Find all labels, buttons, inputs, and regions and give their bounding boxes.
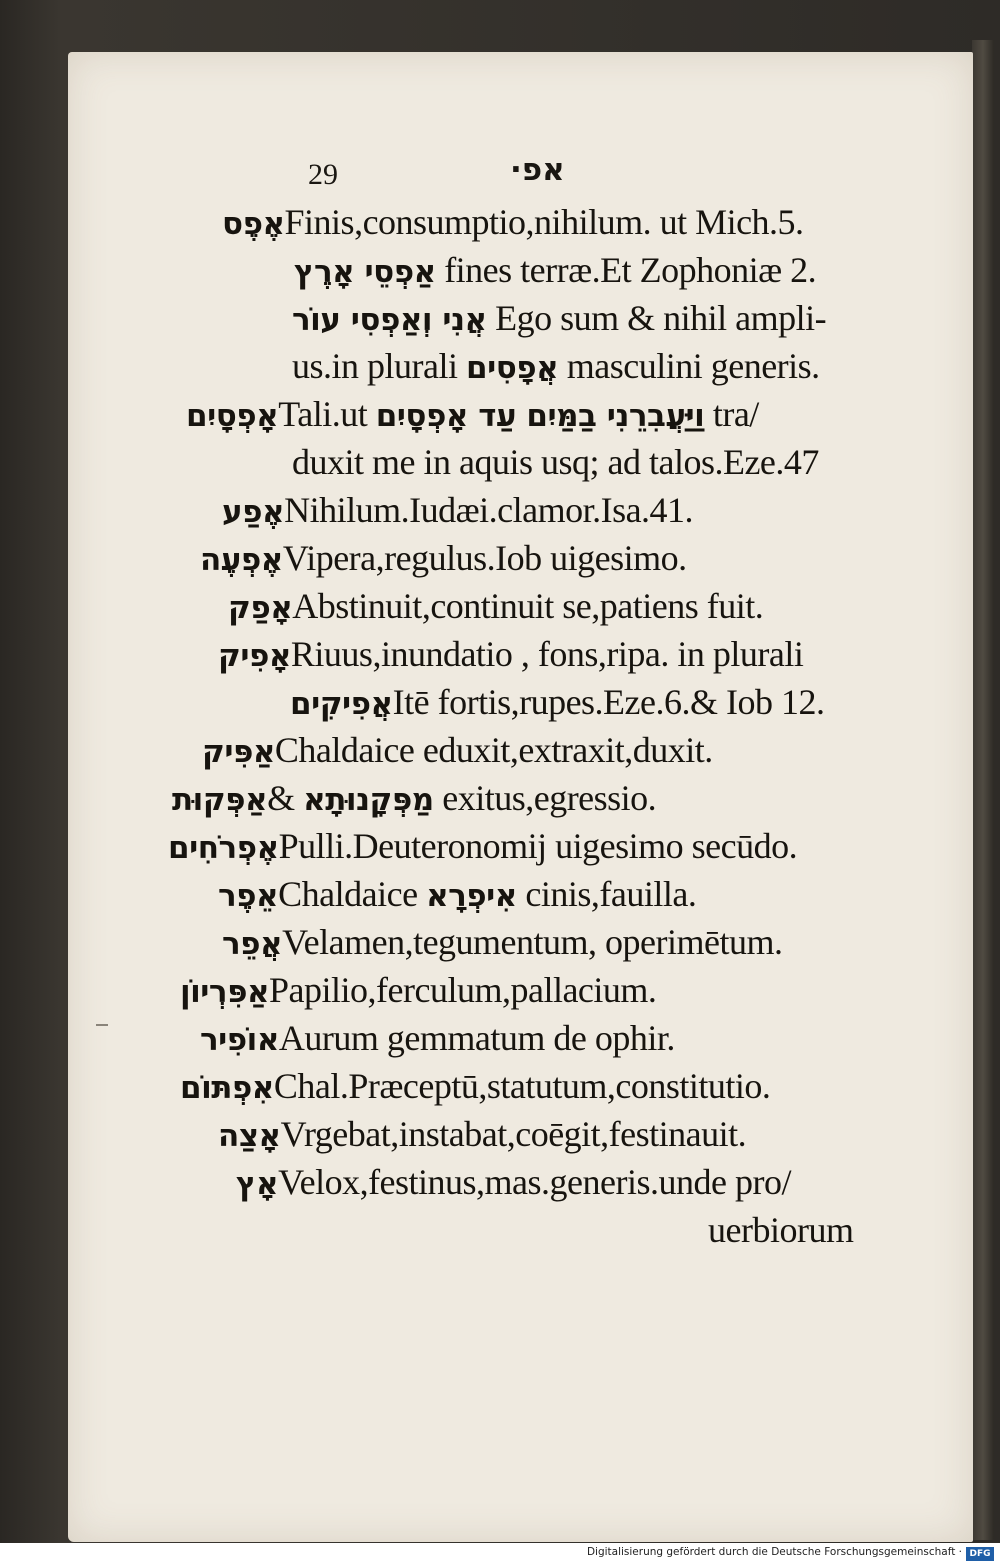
- latin-gloss: Tali.ut: [278, 394, 368, 434]
- hebrew-headword: אָפִיק: [218, 638, 291, 674]
- hebrew-headword: אוֹפִיר: [200, 1022, 279, 1058]
- latin-gloss: Abstinuit,continuit se,patiens fuit.: [292, 586, 764, 626]
- latin-gloss: Chaldaice: [278, 874, 418, 914]
- latin-gloss: duxit me in aquis usq; ad talos.Eze.47: [292, 442, 819, 482]
- latin-gloss-cont: masculini generis.: [566, 346, 820, 386]
- hebrew-word: אֲפָסִים: [465, 350, 559, 386]
- latin-gloss: Papilio,ferculum,pallacium.: [269, 970, 657, 1010]
- latin-gloss: Ego sum & nihil ampli-: [495, 298, 827, 338]
- entry-line-21: [236, 1158, 791, 1206]
- entry-line-7: [222, 486, 693, 534]
- latin-gloss-cont: cinis,fauilla.: [525, 874, 697, 914]
- latin-gloss: Chal.Præceptū,statutum,constitutio.: [273, 1066, 771, 1106]
- hebrew-headword: אַפְּקוּת: [172, 782, 268, 818]
- hebrew-headword: אֶפְרֹחִים: [168, 830, 279, 866]
- entry-line-15: [218, 870, 696, 918]
- hebrew-headword: אָפַק: [228, 590, 293, 626]
- dfg-logo: DFG: [966, 1547, 994, 1561]
- latin-gloss: Nihilum.Iudæi.clamor.Isa.41.: [284, 490, 694, 530]
- hebrew-headword: אָצַה: [218, 1118, 281, 1154]
- entry-line-1: [222, 198, 804, 246]
- latin-gloss: Riuus,inundatio , fons,ripa. in plurali: [290, 634, 804, 674]
- entry-line-13: [172, 774, 656, 822]
- hebrew-headword: אָפְסָיִם: [186, 398, 279, 434]
- latin-gloss: Vipera,regulus.Iob uigesimo.: [282, 538, 687, 578]
- latin-gloss: Velox,festinus,mas.generis.unde pro/: [278, 1162, 791, 1202]
- entry-line-4: [292, 342, 820, 390]
- latin-gloss: Finis,consumptio,nihilum. ut Mich.5.: [284, 202, 804, 242]
- latin-gloss: us.in plurali: [292, 346, 458, 386]
- latin-gloss: Vrgebat,instabat,coēgit,festinauit.: [280, 1114, 747, 1154]
- digitization-footer: [0, 1543, 1000, 1565]
- hebrew-headword: אַפִּרְיוֹן: [180, 974, 270, 1010]
- entry-line-12: [202, 726, 713, 774]
- latin-gloss-cont: exitus,egressio.: [442, 778, 657, 818]
- latin-gloss-cont: tra/: [712, 394, 759, 434]
- folio-number: 29: [308, 158, 338, 191]
- entry-line-19: [180, 1062, 770, 1110]
- hebrew-word: מַפְּקָנוּתָא: [303, 782, 434, 818]
- hebrew-phrase: אַפְסֵי אָרֶץ: [294, 254, 436, 290]
- entry-line-11: [290, 678, 825, 726]
- hebrew-headword: אֶפְעֶה: [200, 542, 283, 578]
- hebrew-phrase: אֲנִי וְאַפְסִי עוֹר: [292, 302, 487, 338]
- hebrew-headword: אֲפֵר: [222, 926, 283, 962]
- entry-line-16: [222, 918, 783, 966]
- latin-gloss: Itē fortis,rupes.Eze.6.& Iob 12.: [392, 682, 825, 722]
- entry-line-14: [168, 822, 797, 870]
- entry-line-3: [292, 294, 826, 342]
- margin-mark: [96, 1024, 108, 1026]
- latin-gloss: Aurum gemmatum de ophir.: [278, 1018, 675, 1058]
- hebrew-headword: אִפְתּוֹם: [180, 1070, 274, 1106]
- latin-gloss: Pulli.Deuteronomij uigesimo secūdo.: [278, 826, 798, 866]
- hebrew-headword: אֵפֶר: [218, 878, 279, 914]
- entry-line-20: [218, 1110, 746, 1158]
- hebrew-headword: אַפִּיק: [202, 734, 275, 770]
- hebrew-word: אִיפְרָא: [426, 878, 517, 914]
- hebrew-headword: אֲפִיקִים: [290, 686, 393, 722]
- catchword: [708, 1206, 853, 1254]
- hebrew-headword: אָץ: [236, 1166, 279, 1202]
- footer-credit: Digitalisierung gefördert durch die Deutsche Forschungsgemeinschaft ·: [586, 1546, 962, 1558]
- entry-line-9: [228, 582, 763, 630]
- catchword-text: uerbiorum: [708, 1210, 854, 1250]
- entry-line-8: [200, 534, 687, 582]
- latin-gloss: fines terræ.Et Zophoniæ 2.: [444, 250, 817, 290]
- entry-line-5: [186, 390, 759, 438]
- running-head: אפ·: [510, 152, 565, 188]
- hebrew-phrase: וַיַּעֲבִרֵנִי בַמַּיִם עַד אָפְסָיִם: [375, 398, 705, 434]
- page-header: [0, 150, 1000, 200]
- latin-gloss: Chaldaice eduxit,extraxit,duxit.: [274, 730, 713, 770]
- entry-line-6: [292, 438, 819, 486]
- hebrew-headword: אֶפֶס: [222, 206, 285, 242]
- book-spine-edge: [972, 40, 994, 1540]
- latin-gloss: &: [267, 778, 295, 818]
- entry-line-2: [294, 246, 816, 294]
- latin-gloss: Velamen,tegumentum, operimētum.: [282, 922, 783, 962]
- entry-line-18: [200, 1014, 675, 1062]
- entry-line-10: [218, 630, 803, 678]
- entry-line-17: [180, 966, 656, 1014]
- hebrew-headword: אֶפַע: [222, 494, 285, 530]
